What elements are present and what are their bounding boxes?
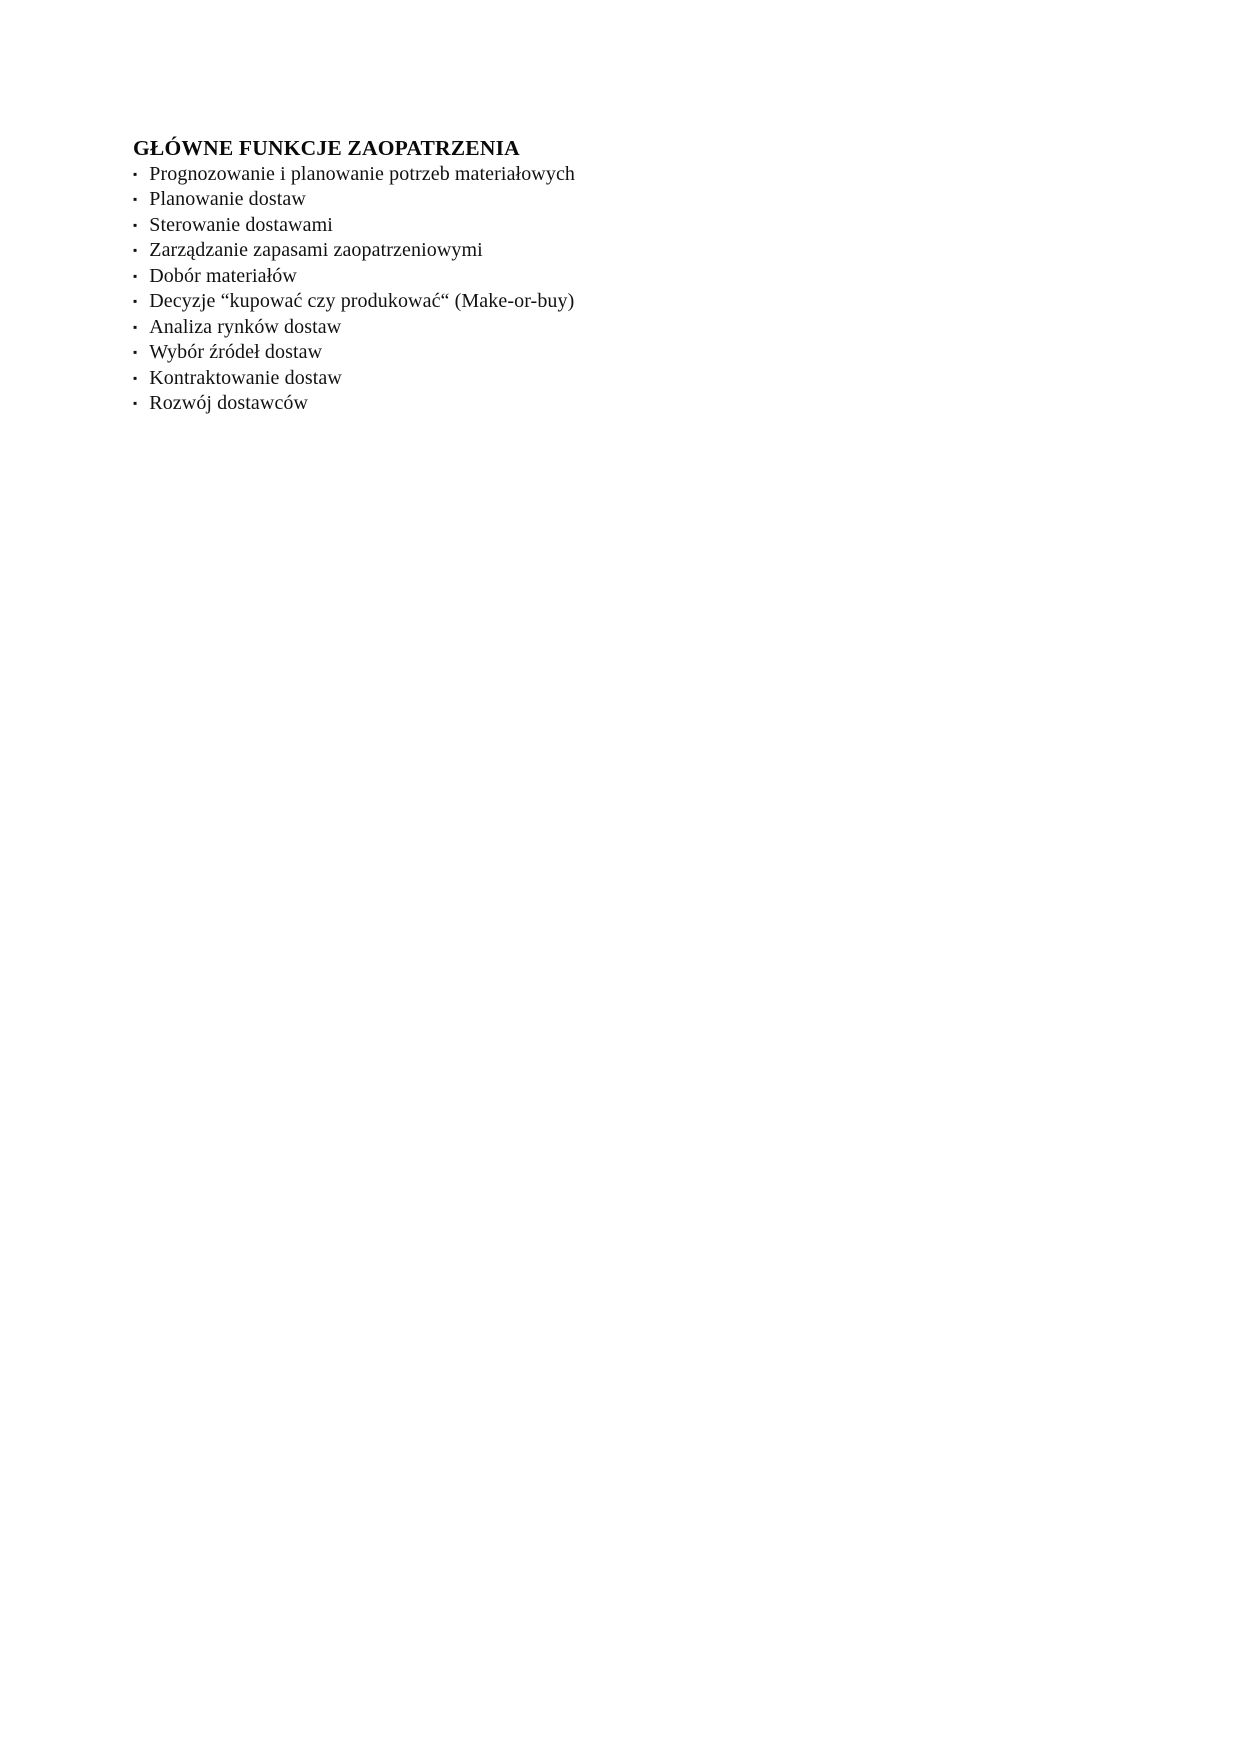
bullet-square-icon: ▪ (133, 396, 138, 410)
bullet-square-icon: ▪ (133, 217, 138, 232)
list-item-text: Planowanie dostaw (149, 188, 306, 210)
content-block (133, 136, 753, 417)
list-item (133, 238, 753, 264)
bullet-square-icon: ▪ (133, 166, 138, 181)
bullet-list (133, 162, 753, 417)
list-item-text: Zarządzanie zapasami zaopatrzeniowymi (149, 239, 483, 261)
list-item (133, 289, 753, 315)
list-item (133, 187, 753, 213)
list-item (133, 315, 753, 341)
list-item (133, 162, 753, 188)
list-item-text: Wybór źródeł dostaw (149, 341, 323, 363)
bullet-square-icon: ▪ (133, 192, 138, 206)
list-item-text: Rozwój dostawców (149, 392, 309, 414)
list-item (133, 340, 753, 366)
document-heading: GŁÓWNE FUNKCJE ZAOPATRZENIA (133, 136, 520, 160)
list-item-text: Sterowanie dostawami (149, 213, 333, 236)
list-item-text: Decyzje “kupować czy produkować“ (Make-or-buy) (149, 290, 575, 312)
bullet-square-icon: ▪ (133, 268, 138, 283)
list-item (133, 391, 753, 417)
list-item-text: Analiza rynków dostaw (149, 315, 342, 338)
list-item (133, 264, 753, 290)
bullet-square-icon: ▪ (133, 319, 138, 334)
bullet-square-icon: ▪ (133, 294, 138, 308)
bullet-square-icon: ▪ (133, 243, 138, 257)
list-item-text: Prognozowanie i planowanie potrzeb materiałowych (149, 162, 576, 185)
bullet-square-icon: ▪ (133, 345, 138, 359)
list-item (133, 366, 753, 392)
list-item-text: Dobór materiałów (149, 264, 297, 287)
bullet-square-icon: ▪ (133, 370, 138, 385)
list-item (133, 213, 753, 239)
list-item-text: Kontraktowanie dostaw (149, 366, 342, 389)
